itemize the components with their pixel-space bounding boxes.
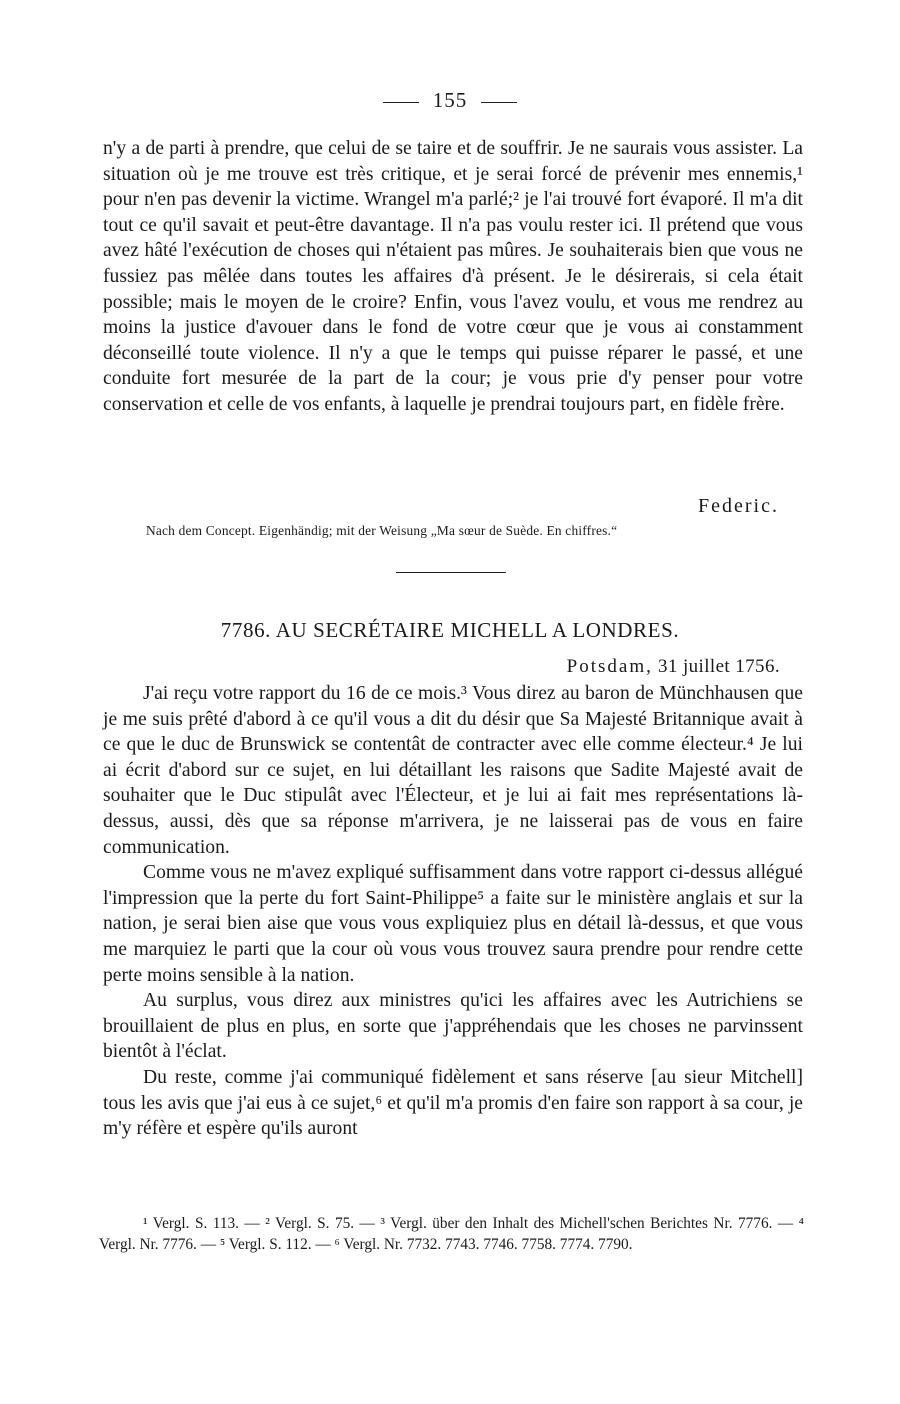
footnote-text: ¹ Vergl. S. 113. — ² Vergl. S. 75. — ³ Vergl. über den Inhalt des Michell'schen Berichtes Nr. 7776. — ⁴ Vergl. Nr. 7776. — ⁵ Vergl. S. 112. — ⁶ Vergl. Nr. 7732. 7743. 7746. 7758. 7774. 7790. [99,1215,804,1254]
header-dash-right [481,102,517,103]
section-divider [396,572,506,573]
body-paragraph-2: Comme vous ne m'avez expliqué suffisamment dans votre rapport ci-dessus allégué l'impression que la perte du fort Saint-Philippe⁵ a faite sur le ministère anglais et sur la nation, je serai bien aise que vous vous expliquiez plus en détail là-dessus, et que vous me marquiez le parti que la cour où vous vous trouvez saura prendre pour rendre cette perte moins sensible à la nation. [103,862,803,986]
signature: Federic. [698,495,779,517]
document-title: 7786. AU SECRÉTAIRE MICHELL A LONDRES. [220,618,680,642]
document-body [103,681,803,1142]
source-note: Nach dem Concept. Eigenhändig; mit der Weisung „Ma sœur de Suède. En chiffres.“ [146,523,618,538]
dateline-place: Potsdam, [566,656,653,677]
body-paragraph-4: Du reste, comme j'ai communiqué fidèlement et sans réserve [au sieur Mitchell] tous les avis que j'ai eus à ce sujet,⁶ et qu'il m'a promis d'en faire son rapport à sa cour, je m'y réfère et espère qu'ils auront [103,1066,803,1140]
body-paragraph-3: Au surplus, vous direz aux ministres qu'ici les affaires avec les Autrichiens se brouillaient de plus en plus, en sorte que j'appréhendais que les choses ne parvinssent bientôt à l'éclat. [103,990,803,1063]
footnotes [99,1213,804,1256]
dateline [567,656,780,678]
dateline-date: 31 juillet 1756. [658,656,780,677]
page-header [0,88,900,113]
letter-end-text [103,136,803,418]
page-number: 155 [432,88,468,112]
body-paragraph-1: J'ai reçu votre rapport du 16 de ce mois.³ Vous direz au baron de Münchhausen que je me suis prêté d'abord à ce qu'il vous a dit du désir que Sa Majesté Britannique avait à ce que le duc de Brunswick se contentât de contracter avec elle comme électeur.⁴ Je lui ai écrit d'abord sur ce sujet, en lui détaillant les raisons que Sadite Majesté avait de souhaiter que le Duc stipulât avec l'Électeur, et je lui ai fait mes représentations là-dessus, aussi, dès que sa réponse m'arrivera, je ne laisserai pas de vous en faire communication. [103,683,803,858]
header-dash-left [383,102,419,103]
letter-paragraph: n'y a de parti à prendre, que celui de se taire et de souffrir. Je ne saurais vous assister. La situation où je me trouve est très critique, et je serai forcé de prévenir mes ennemis,¹ pour n'en pas devenir la victime. Wrangel m'a parlé;² je l'ai trouvé fort évaporé. Il m'a dit tout ce qu'il savait et peut-être davantage. Il n'a pas voulu rester ici. Il prétend que vous avez hâté l'exécution de choses qui n'étaient pas mûres. Je souhaiterais bien que vous ne fussiez pas mêlée dans toutes les affaires d'à présent. Je le désirerais, si cela était possible; mais le moyen de le croire? Enfin, vous l'avez voulu, et vous me rendrez au moins la justice d'avouer dans le fond de votre cœur que je vous ai constamment déconseillé toute violence. Il n'y a que le temps qui puisse réparer le passé, et une conduite fort mesurée de la part de la cour; je vous prie d'y penser pour votre conservation et celle de vos enfants, à laquelle je prendrai toujours part, en fidèle frère. [103,138,803,415]
